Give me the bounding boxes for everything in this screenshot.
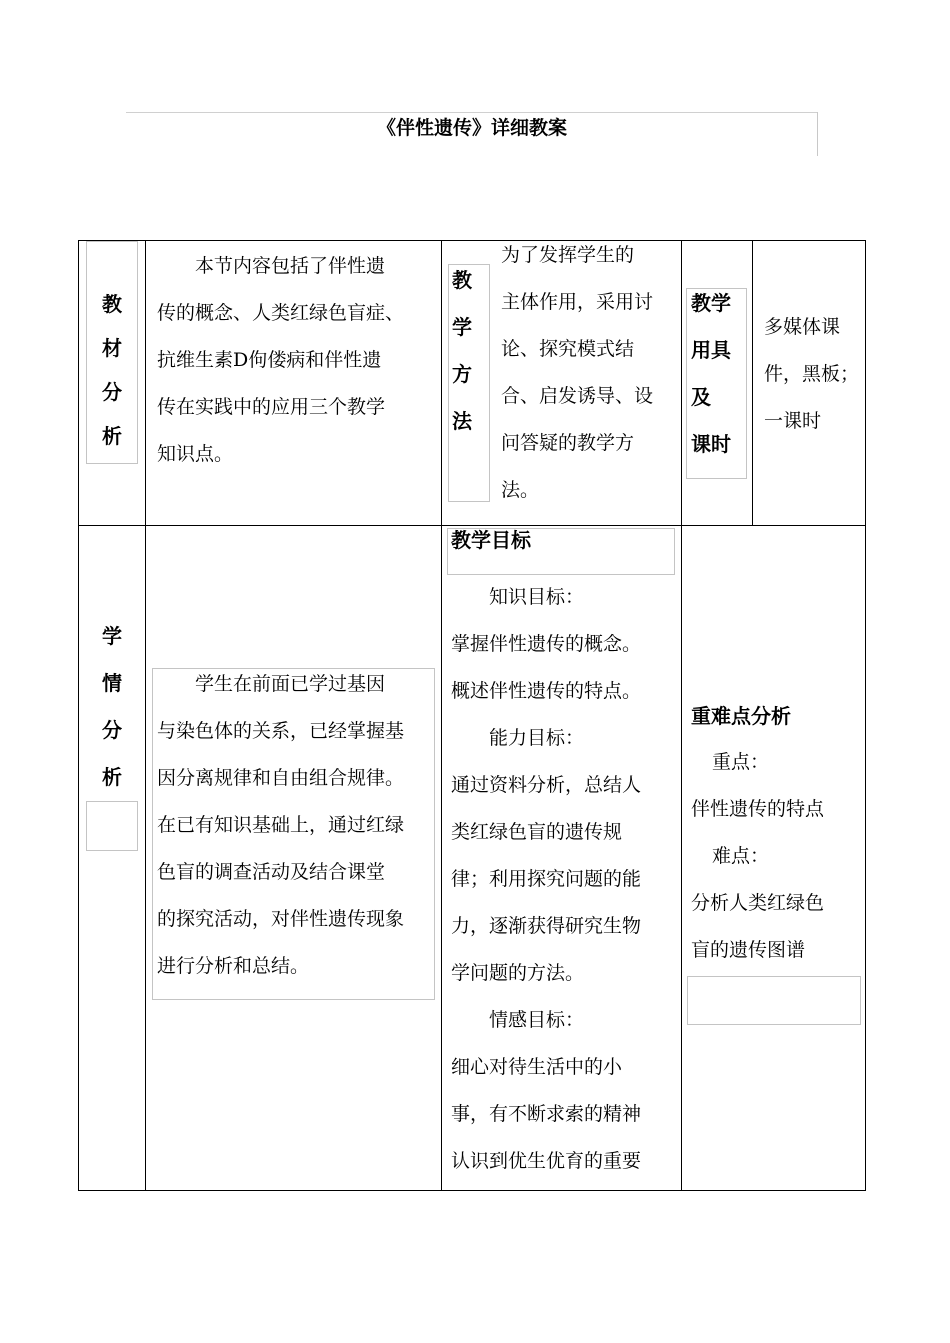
- table-col-divider-4: [752, 240, 753, 526]
- table-border-top: [78, 240, 866, 241]
- label-char: 情: [102, 671, 122, 695]
- text-line: 件，黑板；: [764, 363, 860, 385]
- label-line: 教学: [691, 291, 731, 315]
- text-line: 律；利用探究问题的能: [451, 868, 642, 890]
- label-char: 教: [102, 292, 122, 316]
- student-analysis-label: [97, 613, 127, 801]
- text-line: 概述伴性遗传的特点。: [451, 680, 642, 702]
- teaching-method-label: [447, 257, 477, 445]
- text-line: 力，逐渐获得研究生物: [451, 915, 642, 937]
- table-border-left: [78, 240, 79, 1191]
- goal-subheading: 情感目标：: [489, 1009, 585, 1031]
- table-border-right: [865, 240, 866, 1191]
- teaching-goals-heading: 教学目标: [451, 528, 531, 552]
- textbox-frame-student: [86, 801, 138, 851]
- label-char: 材: [102, 336, 122, 360]
- text-line: 传在实践中的应用三个教学: [157, 396, 386, 418]
- label-char: 析: [102, 765, 122, 789]
- text-line: 的探究活动，对伴性遗传现象: [157, 908, 405, 930]
- key-points-content: [691, 739, 863, 974]
- text-line: 进行分析和总结。: [157, 955, 310, 977]
- key-point-label: 重点：: [712, 751, 770, 773]
- difficult-point-text: 盲的遗传图谱: [691, 939, 806, 961]
- text-line: 论、探究模式结: [501, 338, 635, 360]
- difficult-point-label: 难点：: [712, 845, 770, 867]
- student-analysis-content: [157, 661, 439, 990]
- label-line: 课时: [691, 432, 731, 456]
- text-line: 类红绿色盲的遗传规: [451, 821, 623, 843]
- label-char: 分: [102, 380, 122, 404]
- text-line: 本节内容包括了伴性遗: [195, 255, 386, 277]
- text-line: 学生在前面已学过基因: [195, 673, 386, 695]
- text-line: 学问题的方法。: [451, 962, 585, 984]
- text-line: 一课时: [764, 410, 822, 432]
- title-rule: [126, 112, 818, 113]
- text-line: 抗维生素D佝偻病和伴性遗: [157, 349, 382, 371]
- text-line: 与染色体的关系，已经掌握基: [157, 720, 405, 742]
- text-line: 为了发挥学生的: [501, 244, 635, 266]
- key-point-text: 伴性遗传的特点: [691, 798, 825, 820]
- label-char: 教: [452, 268, 472, 292]
- label-line: 用具: [691, 338, 731, 362]
- text-line: 知识点。: [157, 443, 234, 465]
- text-line: 细心对待生活中的小: [451, 1056, 623, 1078]
- teaching-goals-content: [451, 574, 679, 1185]
- label-char: 方: [452, 362, 472, 386]
- material-analysis-content: [157, 243, 437, 478]
- text-line: 合、启发诱导、设: [501, 385, 654, 407]
- text-line: 事，有不断求索的精神: [451, 1103, 642, 1125]
- key-points-heading: 重难点分析: [691, 704, 791, 728]
- text-line: 法。: [501, 479, 540, 501]
- text-line: 传的概念、人类红绿色盲症、: [157, 302, 405, 324]
- text-line: 掌握伴性遗传的概念。: [451, 633, 642, 655]
- table-border-bottom: [78, 1190, 866, 1191]
- page-title: 《伴性遗传》详细教案: [376, 117, 567, 139]
- goal-subheading: 知识目标：: [489, 586, 585, 608]
- material-analysis-label: [97, 282, 127, 458]
- text-line: 通过资料分析，总结人: [451, 774, 642, 796]
- label-char: 分: [102, 718, 122, 742]
- table-col-divider-2: [441, 240, 442, 1191]
- textbox-frame-keypoints: [687, 976, 861, 1025]
- goal-subheading: 能力目标：: [489, 727, 585, 749]
- label-char: 析: [102, 424, 122, 448]
- text-line: 因分离规律和自由组合规律。: [157, 767, 405, 789]
- label-line: 及: [691, 385, 711, 409]
- teaching-method-content: [501, 232, 679, 514]
- label-char: 学: [452, 315, 472, 339]
- teaching-tools-content: [764, 304, 864, 445]
- label-char: 学: [102, 624, 122, 648]
- table-col-divider-3: [681, 240, 682, 1191]
- table-col-divider-1: [145, 240, 146, 1191]
- text-line: 在已有知识基础上，通过红绿: [157, 814, 405, 836]
- text-line: 主体作用，采用讨: [501, 291, 654, 313]
- text-line: 认识到优生优育的重要: [451, 1150, 642, 1172]
- teaching-tools-label: [691, 280, 746, 468]
- text-line: 问答疑的教学方: [501, 432, 635, 454]
- text-line: 色盲的调查活动及结合课堂: [157, 861, 386, 883]
- label-char: 法: [452, 409, 472, 433]
- difficult-point-text: 分析人类红绿色: [691, 892, 825, 914]
- text-line: 多媒体课: [764, 316, 841, 338]
